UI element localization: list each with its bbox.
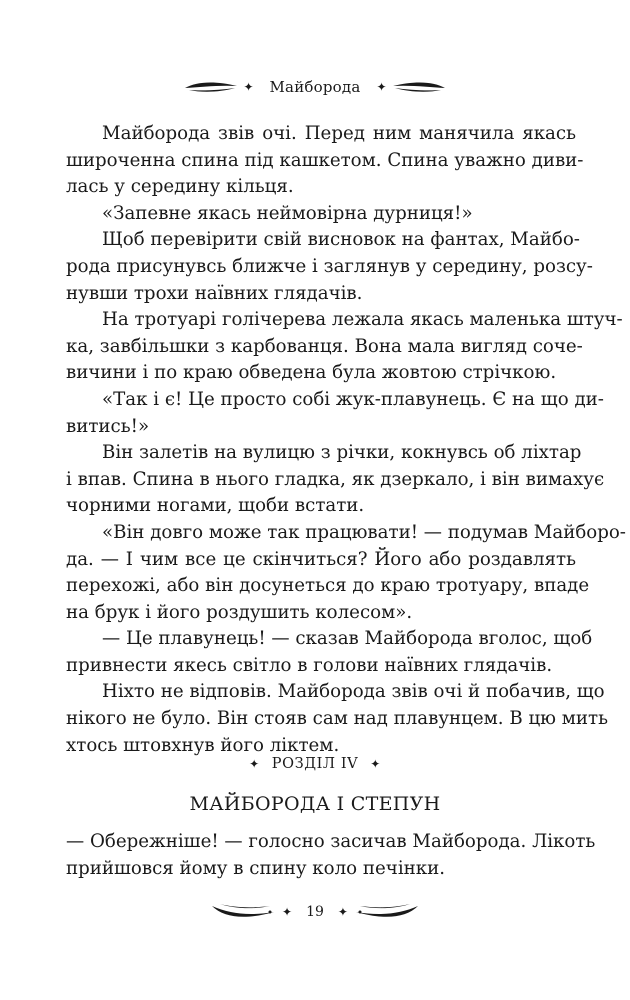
text-line: — Обережніше! — голосно засичав Майборода. Лікоть: [66, 831, 596, 852]
text-line: на брук і його роздушить колесом».: [66, 601, 413, 623]
text-line: Ніхто не відповів. Майборода звів очі й побачив, що: [102, 681, 605, 703]
page-number: 19: [306, 904, 324, 920]
star-ornament-icon: ✦: [249, 757, 260, 771]
text-line: — Це плавунець! — сказав Майборода вголос, щоб: [102, 628, 593, 650]
text-line: широченна спина під кашкетом. Спина уважно диви-: [66, 149, 584, 171]
body-text: [66, 121, 626, 759]
text-line: Він залетів на вулицю з річки, кокнувсь об ліхтар: [102, 442, 582, 464]
star-ornament-icon: ✦: [243, 80, 254, 94]
text-line: Щоб перевірити свій висновок на фантах, Майбо-: [102, 229, 580, 251]
star-ornament-icon: ✦: [376, 80, 387, 94]
page-footer: [0, 897, 630, 927]
text-line: хтось штовхнув його ліктем.: [66, 734, 340, 756]
text-line: чорними ногами, щоби встати.: [66, 495, 365, 517]
star-ornament-icon: ✦: [337, 905, 348, 919]
text-line: нувши трохи наївних глядачів.: [66, 282, 363, 304]
text-line: «Він довго може так працювати! — подумав Майборо-: [102, 521, 626, 543]
text-line: Майборода звів очі. Перед ним манячила якась: [102, 123, 576, 144]
text-line: нікого не було. Він стояв сам над плавунцем. В цю мить: [66, 708, 609, 730]
left-swash-ornament-icon: [210, 900, 278, 924]
left-leaf-ornament-icon: [183, 79, 239, 95]
text-line: вичини і по краю обведена була жовтою стрічкою.: [66, 362, 557, 384]
text-line: перехожі, або він досунеться до краю тротуару, впаде: [66, 575, 590, 597]
text-line: рода присунувсь ближче і заглянув у середину, розсу-: [66, 255, 593, 277]
text-line: прийшовся йому в спину коло печінки.: [66, 857, 446, 879]
text-line: «Так і є! Це просто собі жук-плавунець. Є на що ди-: [102, 388, 604, 410]
running-header: [0, 73, 630, 101]
right-swash-ornament-icon: [352, 900, 420, 924]
chapter-label-row: [0, 756, 630, 772]
chapter-title: МАЙБОРОДА І СТЕПУН: [189, 793, 441, 815]
text-line: На тротуарі голічерева лежала якась маленька штуч-: [102, 309, 623, 331]
chapter-label: РОЗДІЛ IV: [271, 756, 359, 772]
text-line: лась у середину кільця.: [66, 176, 294, 198]
text-line: ка, завбільшки з карбованця. Вона мала вигляд соче-: [66, 335, 583, 357]
text-line: привнести якесь світло в голови наївних глядачів.: [66, 654, 553, 676]
text-line: витись!»: [66, 415, 150, 437]
chapter-opening-paragraph: [66, 829, 596, 882]
star-ornament-icon: ✦: [282, 905, 293, 919]
text-line: да. — І чим все це скінчиться? Його або роздавлять: [66, 548, 576, 570]
running-title: Майборода: [269, 78, 361, 96]
star-ornament-icon: ✦: [370, 757, 381, 771]
text-line: «Запевне якась неймовірна дурниця!»: [102, 202, 473, 224]
right-leaf-ornament-icon: [391, 79, 447, 95]
text-line: і впав. Спина в нього гладка, як дзеркало, і він вимахує: [66, 468, 605, 490]
